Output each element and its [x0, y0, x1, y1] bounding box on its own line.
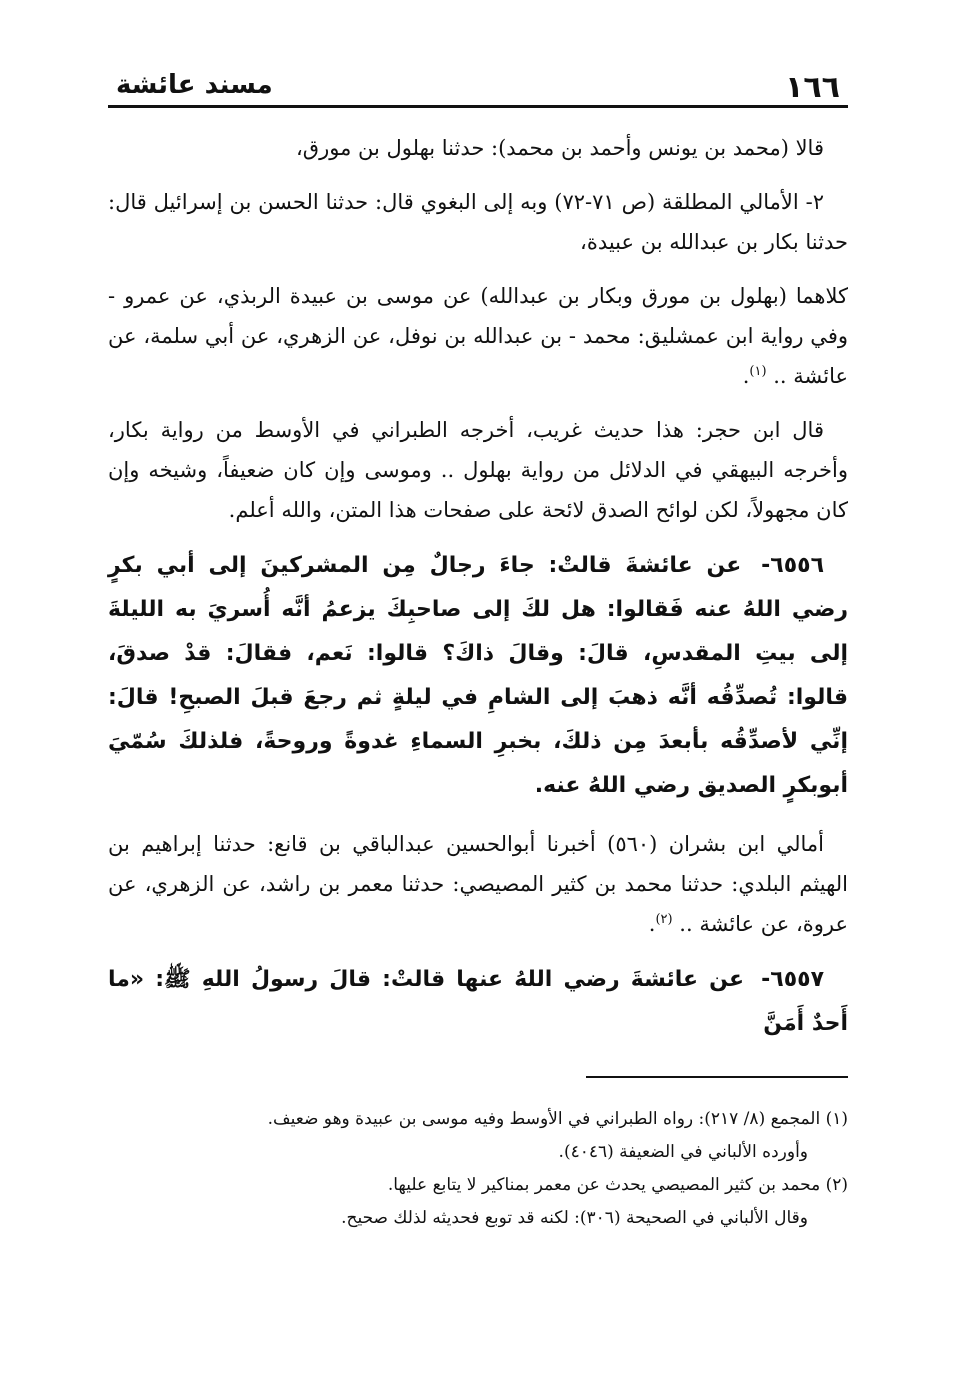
hadith-6557 [108, 958, 848, 1046]
footnote-line: (١) المجمع (٨/ ٢١٧): رواه الطبراني في الأوسط وفيه موسى بن عبيدة وهو ضعيف. [267, 1109, 848, 1129]
page-number: ١٦٦ [785, 70, 840, 105]
footnote-separator [586, 1076, 848, 1078]
footnote-line: وقال الألباني في الصحيحة (٣٠٦): لكنه قد توبع فحديثه لذلك صحيح. [341, 1208, 808, 1228]
paragraph-2 [108, 182, 848, 262]
paragraph-1-text: قالا (محمد بن يونس وأحمد بن محمد): حدثنا بهلول بن مورق، [296, 136, 824, 160]
footnote-ref-2: (٢) [655, 912, 673, 927]
source-paragraph: أمالي ابن بشران (٥٦٠) أخبرنا أبوالحسين عبدالباقي بن قانع: حدثنا إبراهيم بن الهيثم البلدي: حدثنا محمد بن كثير المصيصي: حدثنا معمر بن راشد، عن الزهري، عن عروة، عن عائشة .. $^{(٢)}$. [108, 832, 848, 936]
footnotes [108, 1104, 848, 1236]
hadith-number: ٦٥٥٦- [761, 553, 824, 578]
paragraph-3: كلاهما (بهلول بن مورق وبكار بن عبدالله) عن موسى بن عبيدة الربذي، عن عمرو - وفي رواية ابن عمشليق: محمد - بن عبدالله بن نوفل، عن الزهري، عن أبي سلمة، عن عائشة .. $^{(١)}$. [108, 284, 848, 388]
paragraph-2-text: ٢- الأمالي المطلقة (ص ٧١-٧٢) وبه إلى البغوي قال: حدثنا الحسن بن إسرائيل قال: حدثنا بكار بن عبدالله بن عبيدة، [108, 190, 848, 254]
page-header [108, 64, 848, 108]
paragraph-4 [108, 410, 848, 530]
paragraph-1 [108, 128, 848, 168]
hadith-text: عن عائشةَ رضي اللهُ عنها قالتْ: قالَ رسولُ اللهِ ﷺ: «ما أَحدٌ أَمَنَّ [108, 967, 848, 1036]
hadith-number: ٦٥٥٧- [761, 967, 824, 992]
footnote-line: (٢) محمد بن كثير المصيصي يحدث عن معمر بمناكير لا يتابع عليها. [387, 1175, 848, 1195]
paragraph-4-text: قال ابن حجر: هذا حديث غريب، أخرجه الطبراني في الأوسط من رواية بكار، وأخرجه البيهقي في الدلائل من رواية بهلول .. وموسى وإن كان ضعيفاً، وشيخه وإن كان مجهولاً، لكن لوائح الصدق لائحة على صفحات هذا المتن، والله أعلم. [108, 418, 848, 522]
footnote-line: وأورده الألباني في الضعيفة (٤٠٤٦). [558, 1142, 808, 1162]
page-body [108, 128, 848, 1062]
source-paragraph-text: أمالي ابن بشران (٥٦٠) أخبرنا أبوالحسين عبدالباقي بن قانع: حدثنا إبراهيم بن الهيثم البلدي: حدثنا محمد بن كثير المصيصي: حدثنا معمر بن راشد، عن الزهري، عن عروة، عن عائشة .. [108, 832, 848, 936]
hadith-6556 [108, 544, 848, 808]
running-title: مسند عائشة [116, 70, 273, 100]
paragraph-3-text: كلاهما (بهلول بن مورق وبكار بن عبدالله) عن موسى بن عبيدة الربذي، عن عمرو - وفي رواية ابن عمشليق: محمد - بن عبدالله بن نوفل، عن الزهري، عن أبي سلمة، عن عائشة .. [108, 284, 848, 388]
header-rule [108, 105, 848, 108]
footnote-ref-1: (١) [749, 364, 767, 379]
hadith-text: عن عائشةَ قالتْ: جاءَ رجالٌ مِن المشركينَ إلى أبي بكرٍ رضي اللهُ عنه فَقالوا: هل لكَ إلى صاحبِكَ يزعمُ أنَّه أُسريَ به الليلةَ إلى بيتِ المقدسِ، قالَ: وقالَ ذاكَ؟ قالوا: نَعم، فقالَ: قدْ صدقَ، قالوا: تُصدِّقُه أنَّه ذهبَ إلى الشامِ في ليلةٍ ثم رجعَ قبلَ الصبحِ! قالَ: إنِّي لأصدِّقُه بأبعدَ مِن ذلكَ، بخبرِ السماءِ غدوةً وروحةً، فلذلكَ سُمّيَ أبوبكرٍ الصديق رضي اللهُ عنه. [108, 553, 848, 798]
